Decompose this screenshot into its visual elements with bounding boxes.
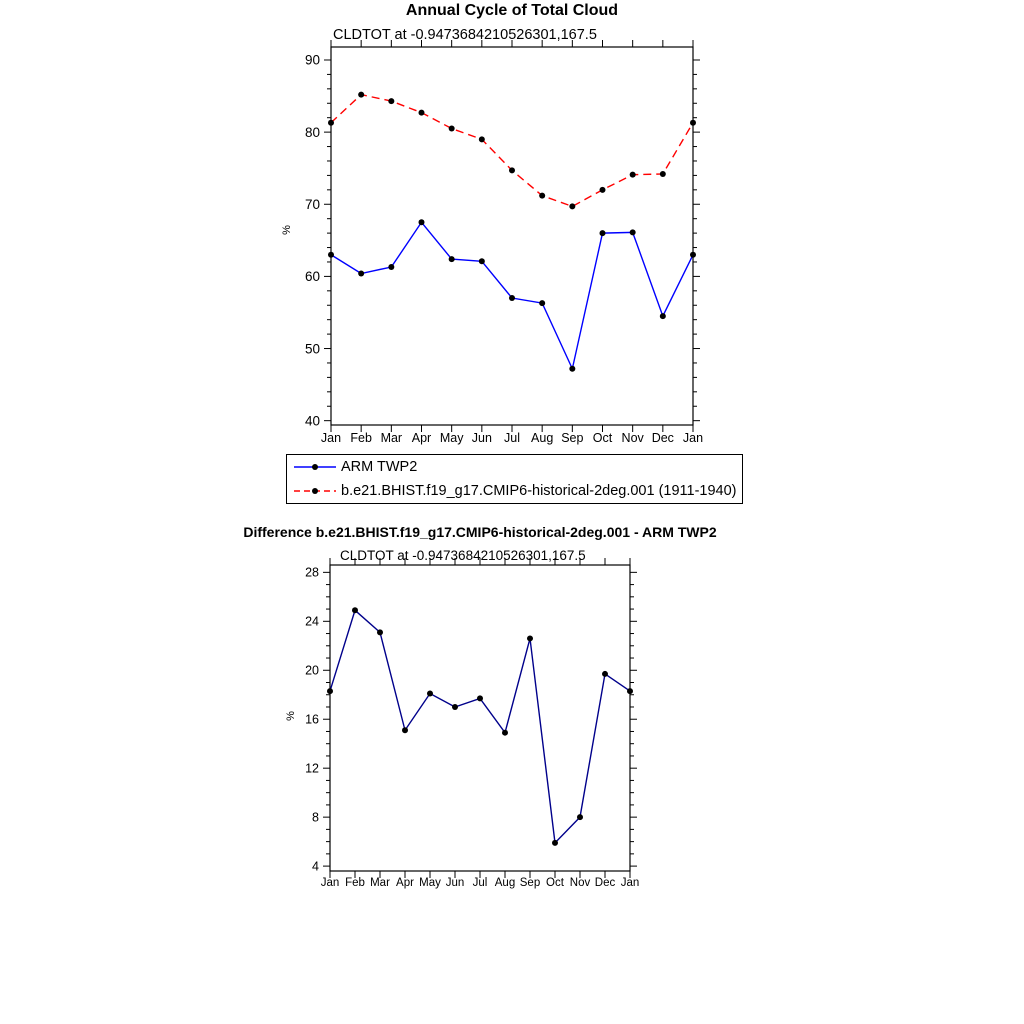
data-point (509, 295, 515, 301)
x-tick-label: Feb (345, 877, 365, 889)
y-tick-label: 50 (304, 341, 320, 357)
x-tick-label: Jan (682, 431, 704, 445)
y-tick-label: 12 (305, 761, 319, 776)
axes-frame (331, 47, 693, 425)
data-point (358, 271, 364, 277)
y-tick-label: 28 (305, 565, 319, 580)
y-tick-label: 40 (304, 413, 320, 429)
data-point (419, 219, 425, 225)
x-tick-label: Apr (411, 431, 432, 445)
data-point (377, 629, 383, 635)
x-tick-label: Aug (531, 431, 554, 445)
y-tick-label: 80 (304, 124, 320, 140)
bottom-chart-subtitle: CLDTOT at -0.9473684210526301,167.5 (340, 548, 586, 563)
x-tick-label: Mar (380, 431, 403, 445)
x-tick-label: Jun (471, 431, 492, 445)
x-tick-label: Sep (561, 431, 584, 445)
data-point (327, 688, 333, 694)
difference-line-chart (285, 558, 665, 898)
legend-label-arm-twp2: ARM TWP2 (341, 459, 418, 475)
data-point (509, 167, 515, 173)
y-tick-label: 24 (305, 614, 319, 629)
series-b-e21-bhist-f19-g17-cmip6-historical-2de (328, 92, 696, 210)
y-tick-label: 16 (305, 712, 319, 727)
data-point (569, 203, 575, 209)
x-tick-label: Jan (620, 877, 640, 889)
data-point (539, 300, 545, 306)
data-point (388, 98, 394, 104)
axis-ticks (323, 558, 637, 878)
axes-frame (330, 565, 630, 871)
x-tick-label: Jan (320, 877, 340, 889)
series-difference (327, 607, 633, 846)
series-arm-twp2 (328, 219, 696, 371)
data-point (477, 695, 483, 701)
y-tick-label: 4 (312, 859, 319, 874)
data-point (577, 814, 583, 820)
top-chart-y-axis-label: % (280, 225, 293, 235)
legend-label-model: b.e21.BHIST.f19_g17.CMIP6-historical-2deg.001 (1911-1940) (341, 483, 737, 499)
data-point (539, 193, 545, 199)
data-point (427, 691, 433, 697)
tick-labels (305, 53, 703, 445)
y-tick-label: 8 (312, 810, 319, 825)
x-tick-label: Mar (370, 877, 390, 889)
x-tick-label: Jul (504, 431, 520, 445)
legend-line-sample-arm-twp2 (292, 461, 338, 473)
data-point (627, 688, 633, 694)
bottom-chart-y-axis-label: % (284, 711, 297, 721)
data-point (502, 730, 508, 736)
data-point (660, 313, 666, 319)
x-tick-label: Oct (592, 431, 613, 445)
top-chart-subtitle: CLDTOT at -0.9473684210526301,167.5 (333, 27, 597, 43)
legend-line-sample-model (292, 485, 338, 497)
legend-entry-model (292, 480, 742, 502)
data-point (600, 187, 606, 193)
data-point (690, 120, 696, 126)
x-tick-label: Oct (546, 877, 564, 889)
data-point (479, 258, 485, 264)
tick-labels (305, 566, 639, 889)
x-tick-label: Aug (494, 877, 516, 889)
data-point (328, 252, 334, 258)
data-point (358, 92, 364, 98)
data-point (452, 704, 458, 710)
x-tick-label: May (439, 431, 464, 445)
legend-entry-arm-twp2 (292, 456, 742, 478)
data-point (352, 607, 358, 613)
y-tick-label: 60 (304, 269, 320, 285)
top-chart-title: Annual Cycle of Total Cloud (405, 2, 619, 19)
x-tick-label: Jun (445, 877, 465, 889)
x-tick-label: May (419, 877, 441, 889)
data-point (527, 635, 533, 641)
data-point (690, 252, 696, 258)
x-tick-label: Jul (472, 877, 488, 889)
y-tick-label: 70 (304, 196, 320, 212)
data-point (328, 120, 334, 126)
data-point (449, 126, 455, 132)
data-point (660, 171, 666, 177)
data-point (402, 727, 408, 733)
data-point (552, 840, 558, 846)
data-point (602, 671, 608, 677)
x-tick-label: Dec (651, 431, 674, 445)
data-point (600, 230, 606, 236)
data-point (630, 229, 636, 235)
data-point (479, 136, 485, 142)
x-tick-label: Apr (396, 877, 414, 889)
x-tick-label: Feb (350, 431, 372, 445)
x-tick-label: Sep (519, 877, 541, 889)
axis-ticks (324, 40, 700, 432)
x-tick-label: Nov (569, 877, 591, 889)
data-point (630, 172, 636, 178)
x-tick-label: Jan (320, 431, 342, 445)
bottom-chart-title: Difference b.e21.BHIST.f19_g17.CMIP6-historical-2deg.001 - ARM TWP2 (243, 524, 717, 540)
y-tick-label: 20 (305, 663, 319, 678)
data-point (388, 264, 394, 270)
data-point (569, 366, 575, 372)
data-point (449, 256, 455, 262)
data-point (419, 110, 425, 116)
x-tick-label: Dec (594, 877, 616, 889)
annual-cycle-line-chart (280, 40, 720, 452)
x-tick-label: Nov (621, 431, 644, 445)
legend-box (286, 454, 743, 504)
y-tick-label: 90 (304, 52, 320, 68)
